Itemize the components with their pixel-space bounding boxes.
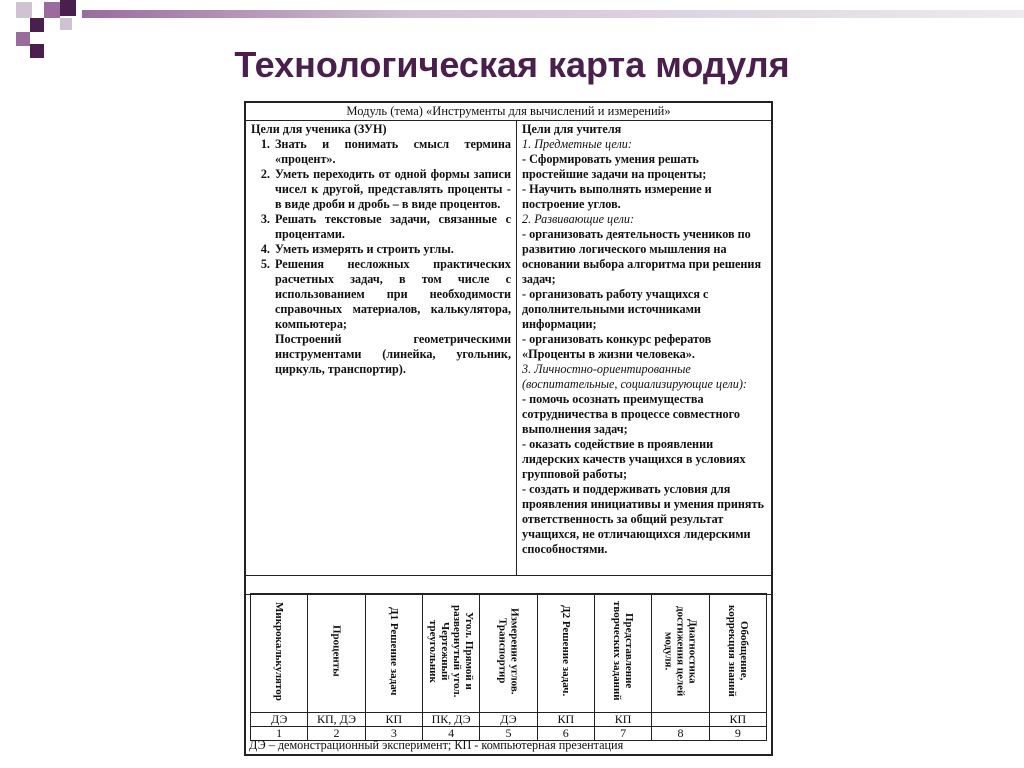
step-label: Диагностика достижения целей модуля. [662, 605, 699, 697]
step-code: КП [365, 713, 422, 727]
step-code: КП [537, 713, 594, 727]
module-header: Модуль (тема) «Инструменты для вычислений и измерений» [246, 103, 771, 121]
teacher-goal: - организовать конкурс рефератов «Проценты в жизни человека». [522, 332, 712, 361]
teacher-goal: - создать и поддерживать условия для проявления инициативы и умения принять ответственность за общий результат учащихся, не отличающихся лидерскими способностями. [522, 482, 764, 556]
step-label: Измерение углов. Транспортир [496, 607, 521, 695]
step-label: Угол. Прямой и развернутый угол. Чертежный треугольник [427, 604, 476, 698]
teacher-goals-column [517, 120, 771, 575]
student-goal: 1. Знать и понимать смысл термина «процент». [273, 137, 511, 167]
deco-square [30, 18, 44, 32]
step-code: ДЭ [251, 713, 308, 727]
student-goal: 5. Решения несложных практических расчетных задач, в том числе с использованием при необходимости справочных материалов, калькулятора, компьютера; [273, 257, 511, 332]
teacher-goal: - организовать деятельность учеников по развитию логического мышления на основании выбора алгоритма при решения задач; [522, 227, 762, 286]
step-number: 8 [652, 727, 709, 741]
teacher-goals-title: Цели для учителя [522, 122, 622, 136]
student-goal: 3. Решать текстовые задачи, связанные с процентами. [273, 212, 511, 242]
teacher-goal: - оказать содействие в проявлении лидерских качеств учащихся в условиях групповой работы; [522, 437, 746, 481]
deco-square [60, 0, 76, 16]
step-label-cell [480, 594, 537, 713]
deco-square [60, 18, 72, 30]
blank-row [246, 575, 771, 595]
legend-footnote: ДЭ – демонстрационный эксперимент; КП - компьютерная презентация [249, 738, 624, 752]
deco-square [44, 2, 60, 18]
student-goal: 4. Уметь измерять и строить углы. [273, 242, 511, 257]
student-goal-continuation: Построений геометрическими инструментами (линейка, угольник, циркуль, транспортир). [275, 332, 511, 376]
step-code: ПК, ДЭ [422, 713, 479, 727]
step-number: 1 [251, 727, 308, 741]
tech-map-document [244, 101, 773, 756]
step-code: КП [594, 713, 651, 727]
step-number: 2 [308, 727, 365, 741]
step-number: 6 [537, 727, 594, 741]
step-label: Проценты [330, 625, 343, 677]
step-label-cell [594, 594, 651, 713]
teacher-section-title: 1. Предметные цели: [522, 137, 632, 151]
step-label: Д2 Решение задач. [559, 605, 572, 697]
step-label-cell [652, 594, 709, 713]
step-code: КП, ДЭ [308, 713, 365, 727]
module-steps-table [250, 593, 767, 741]
step-label-cell [709, 594, 766, 713]
teacher-section-title: 3. Личностно-ориентированные (воспитательные, социализирующие цели): [522, 362, 747, 391]
module-steps-table-area [250, 593, 767, 740]
step-label: Представление творческих заданий [611, 601, 636, 701]
slide-title: Технологическая карта модуля [234, 44, 790, 85]
step-label: Д1 Решение задач [387, 606, 400, 696]
step-code: ДЭ [480, 713, 537, 727]
step-number: 9 [709, 727, 766, 741]
teacher-section-title: 2. Развивающие цели: [522, 212, 635, 226]
step-labels-row [251, 594, 767, 713]
teacher-goal: - Научить выполнять измерение и построение углов. [522, 182, 712, 211]
step-label: Микрокалькулятор [273, 601, 286, 701]
step-label-cell [537, 594, 594, 713]
step-label: Обобщение, коррекция знаний [725, 605, 750, 697]
step-number: 4 [422, 727, 479, 741]
step-number: 5 [480, 727, 537, 741]
student-goals-title: Цели для ученика (ЗУН) [251, 122, 387, 136]
step-number: 7 [594, 727, 651, 741]
student-goals-list [251, 137, 511, 332]
step-label-cell [365, 594, 422, 713]
teacher-goal: - организовать работу учащихся с дополнительными источниками информации; [522, 287, 709, 331]
step-label-cell [308, 594, 365, 713]
step-code [652, 713, 709, 727]
student-goals-column [246, 120, 517, 575]
student-goal: 2. Уметь переходить от одной формы записи чисел к другой, представлять проценты - в виде дроби и дробь – в виде процентов. [273, 167, 511, 212]
step-number: 3 [365, 727, 422, 741]
step-codes-row [251, 713, 767, 727]
teacher-goal: - Сформировать умения решать простейшие задачи на проценты; [522, 152, 707, 181]
goals-columns [246, 120, 771, 575]
top-gradient-bar [82, 10, 1024, 18]
step-label-cell [422, 594, 479, 713]
deco-square [16, 2, 32, 18]
step-label-cell [251, 594, 308, 713]
step-code: КП [709, 713, 766, 727]
teacher-goal: - помочь осознать преимущества сотрудничества в процессе совместного выполнения задач; [522, 392, 740, 436]
